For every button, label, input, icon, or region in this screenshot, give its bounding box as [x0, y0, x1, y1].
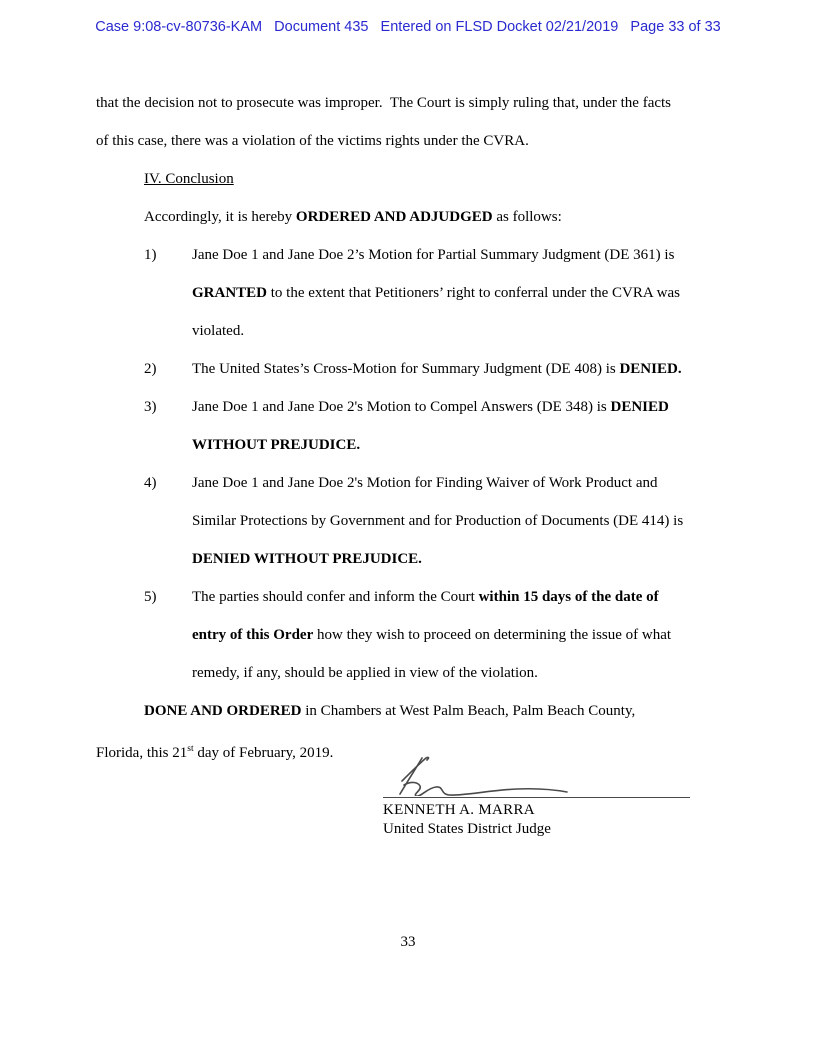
text-segment: in Chambers at West Palm Beach, Palm Beach County,	[301, 703, 636, 719]
text-segment: WITHOUT PREJUDICE.	[192, 437, 361, 453]
text-segment: entry of this Order	[192, 627, 314, 643]
docket-header: Case 9:08-cv-80736-KAM Document 435 Entered on FLSD Docket 02/21/2019 Page 33 of 33	[95, 19, 721, 35]
text-segment: Jane Doe 1 and Jane Doe 2's Motion to Compel Answers (DE 348) is	[192, 399, 611, 415]
text-segment: IV. Conclusion	[144, 171, 234, 187]
text-line	[96, 274, 720, 312]
judge-name: KENNETH A. MARRA	[383, 802, 535, 818]
text-line	[96, 654, 720, 692]
list-number: 4)	[144, 475, 157, 491]
text-segment: DENIED.	[619, 361, 682, 377]
text-segment: day of February, 2019.	[193, 745, 334, 761]
text-segment: DENIED WITHOUT PREJUDICE.	[192, 551, 422, 567]
text-line	[96, 426, 720, 464]
text-line	[96, 540, 720, 578]
text-segment: Jane Doe 1 and Jane Doe 2’s Motion for Partial Summary Judgment (DE 361) is	[192, 247, 675, 263]
text-segment: Similar Protections by Government and for Production of Documents (DE 414) is	[192, 513, 684, 529]
text-segment: how they wish to proceed on determining the issue of what	[313, 627, 672, 643]
list-number: 2)	[144, 361, 157, 377]
document-body	[96, 84, 720, 768]
list-number: 1)	[144, 247, 157, 263]
text-segment: DONE AND ORDERED	[144, 703, 302, 719]
page-number: 33	[400, 934, 416, 950]
text-line	[96, 122, 720, 160]
text-segment: DENIED	[610, 399, 669, 415]
text-line	[96, 160, 720, 198]
text-line	[96, 388, 720, 426]
list-number: 5)	[144, 589, 157, 605]
text-line	[96, 312, 720, 350]
signature-line	[383, 797, 690, 798]
text-segment: Jane Doe 1 and Jane Doe 2's Motion for Finding Waiver of Work Product and	[192, 475, 658, 491]
text-line	[96, 502, 720, 540]
text-line	[96, 350, 720, 388]
text-segment: that the decision not to prosecute was improper. The Court is simply ruling that, under the facts	[96, 95, 672, 111]
text-segment: Accordingly, it is hereby	[144, 209, 296, 225]
text-segment: The United States’s Cross-Motion for Summary Judgment (DE 408) is	[192, 361, 620, 377]
text-segment: st	[187, 744, 194, 754]
text-segment: to the extent that Petitioners’ right to conferral under the CVRA was	[267, 285, 680, 301]
judge-title: United States District Judge	[383, 821, 551, 837]
text-segment: GRANTED	[192, 285, 268, 301]
text-segment: of this case, there was a violation of the victims rights under the CVRA.	[96, 133, 529, 149]
text-segment: Florida, this 21	[96, 745, 188, 761]
text-line	[96, 236, 720, 274]
text-line	[96, 692, 720, 730]
text-line	[96, 198, 720, 236]
text-line	[96, 84, 720, 122]
text-segment: within 15 days of the date of	[478, 589, 659, 605]
text-segment: violated.	[192, 323, 245, 339]
list-number: 3)	[144, 399, 157, 415]
text-line	[96, 578, 720, 616]
text-segment: remedy, if any, should be applied in view of the violation.	[192, 665, 538, 681]
text-segment: as follows:	[492, 209, 562, 225]
text-line	[96, 464, 720, 502]
signature-block	[383, 756, 690, 839]
text-segment: The parties should confer and inform the Court	[192, 589, 479, 605]
handwritten-signature-icon	[391, 756, 601, 796]
text-segment: ORDERED AND ADJUDGED	[295, 209, 493, 225]
text-line	[96, 616, 720, 654]
